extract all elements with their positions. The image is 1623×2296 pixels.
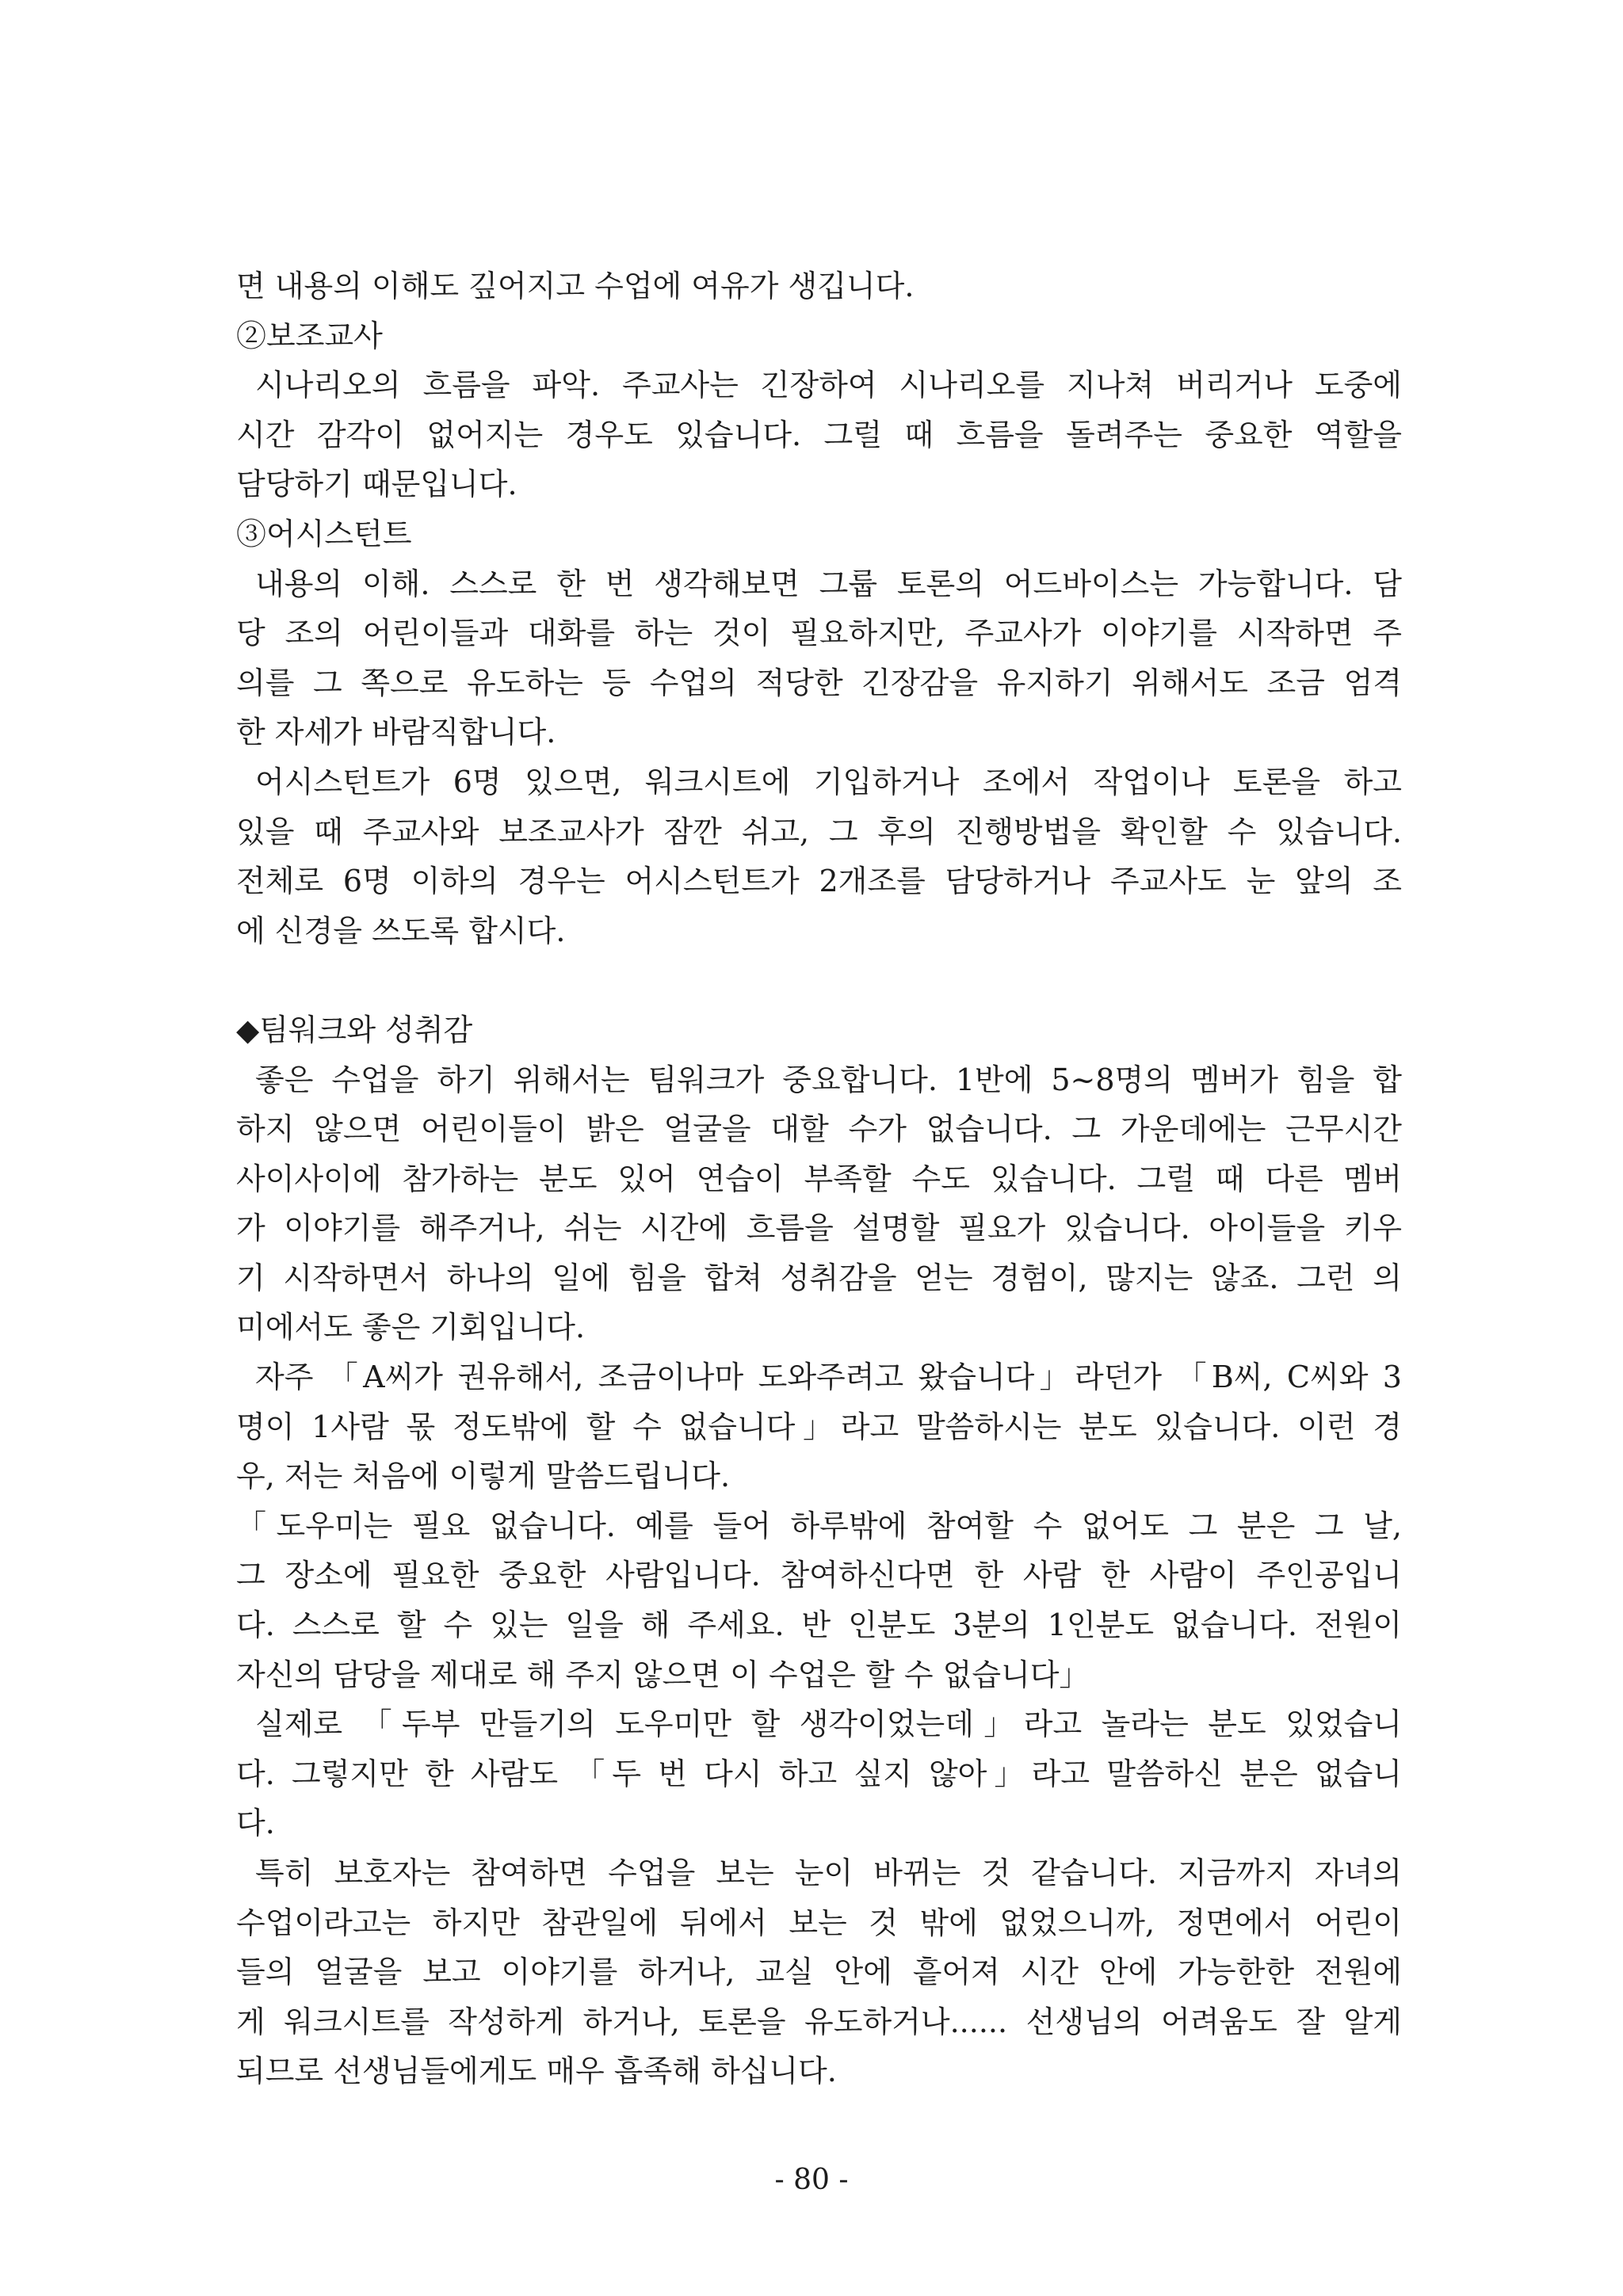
paragraph (236, 1055, 1402, 1353)
body-text-line: 에 신경을 쓰도록 합시다. (236, 913, 566, 948)
body-text-line: 내용의 이해. 스스로 한 번 생각해보면 그룹 토론의 어드바이스는 가능합니다. 담 (255, 566, 1402, 601)
paragraph (236, 1848, 1402, 2096)
body-text-line: 다. 스스로 할 수 있는 일을 해 주세요. 반 인분도 3분의 1인분도 없습니다. 전원이 (236, 1608, 1402, 1643)
paragraph (236, 261, 1402, 311)
body-text (236, 261, 1402, 2096)
body-text-line: 어시스턴트가 6명 있으면, 워크시트에 기입하거나 조에서 작업이나 토론을 하고 (255, 764, 1402, 799)
paragraph (236, 360, 1402, 509)
body-text-line: 수업이라고는 하지만 참관일에 뒤에서 보는 것 밖에 없었으니까, 정면에서 어린이 (236, 1905, 1402, 1940)
body-text-line: 되므로 선생님들에게도 매우 흡족해 하십니다. (236, 2054, 837, 2089)
paragraph (236, 757, 1402, 955)
quote-paragraph (236, 1501, 1402, 1699)
blank-line (236, 955, 1402, 1005)
body-text-line: 사이사이에 참가하는 분도 있어 연습이 부족할 수도 있습니다. 그럴 때 다른 멤버 (236, 1161, 1402, 1196)
body-text-line: 전체로 6명 이하의 경우는 어시스턴트가 2개조를 담당하거나 주교사도 눈 앞의 조 (236, 864, 1402, 899)
body-text-line: 가 이야기를 해주거나, 쉬는 시간에 흐름을 설명할 필요가 있습니다. 아이들을 키우 (236, 1211, 1402, 1246)
paragraph (236, 559, 1402, 757)
body-text-line: 기 시작하면서 하나의 일에 힘을 합쳐 성취감을 얻는 경험이, 많지는 않죠. 그런 의 (236, 1260, 1402, 1295)
body-text-line: 그 장소에 필요한 중요한 사람입니다. 참여하신다면 한 사람 한 사람이 주인공입니 (236, 1558, 1402, 1593)
body-text-line: 좋은 수업을 하기 위해서는 팀워크가 중요합니다. 1반에 5~8명의 멤버가 힘을 합 (255, 1062, 1402, 1097)
body-text-line: 다. 그렇지만 한 사람도 「두 번 다시 하고 싶지 않아」라고 말씀하신 분은 없습니 (236, 1756, 1402, 1791)
body-text-line: 「도우미는 필요 없습니다. 예를 들어 하루밖에 참여할 수 없어도 그 분은 그 날, (236, 1508, 1402, 1543)
page-number: - 80 - (774, 2164, 849, 2196)
body-text-line: 자신의 담당을 제대로 해 주지 않으면 이 수업은 할 수 없습니다」 (236, 1657, 1090, 1692)
body-text-line: 자주 「A씨가 권유해서, 조금이나마 도와주려고 왔습니다」라던가 「B씨, C씨와 3 (255, 1360, 1402, 1395)
body-text-line: 시간 감각이 없어지는 경우도 있습니다. 그럴 때 흐름을 돌려주는 중요한 역할을 (236, 417, 1402, 452)
body-text-line: 시나리오의 흐름을 파악. 주교사는 긴장하여 시나리오를 지나쳐 버리거나 도중에 (255, 368, 1402, 403)
body-text-line: 우, 저는 처음에 이렇게 말씀드립니다. (236, 1459, 731, 1494)
body-text-line: 다. (236, 1806, 275, 1841)
body-text-line: 미에서도 좋은 기회입니다. (236, 1310, 586, 1345)
body-text-line: 있을 때 주교사와 보조교사가 잠깐 쉬고, 그 후의 진행방법을 확인할 수 있습니다. (236, 814, 1403, 849)
section-heading-teamwork: ◆팀워크와 성취감 (236, 1012, 473, 1047)
paragraph (236, 1352, 1402, 1501)
body-text-line: 하지 않으면 어린이들이 밝은 얼굴을 대할 수가 없습니다. 그 가운데에는 근무시간 (236, 1112, 1402, 1147)
body-text-line: 게 워크시트를 작성하게 하거나, 토론을 유도하거나...... 선생님의 어려움도 잘 알게 (236, 2004, 1402, 2039)
body-text-line: 실제로 「두부 만들기의 도우미만 할 생각이었는데」라고 놀라는 분도 있었습니 (255, 1707, 1402, 1742)
section-heading-sub-teacher: ②보조교사 (236, 318, 383, 353)
body-text-line: 명이 1사람 몫 정도밖에 할 수 없습니다」라고 말씀하시는 분도 있습니다. 이런 경 (236, 1409, 1402, 1444)
body-text-line: 들의 얼굴을 보고 이야기를 하거나, 교실 안에 흩어져 시간 안에 가능한한 전원에 (236, 1955, 1402, 1990)
body-text-line: 면 내용의 이해도 깊어지고 수업에 여유가 생깁니다. (236, 269, 915, 303)
section-heading-assistant: ③어시스턴트 (236, 516, 412, 551)
paragraph (236, 1699, 1402, 1848)
body-text-line: 특히 보호자는 참여하면 수업을 보는 눈이 바뀌는 것 같습니다. 지금까지 자녀의 (255, 1855, 1402, 1890)
body-text-line: 한 자세가 바람직합니다. (236, 715, 556, 750)
body-text-line: 담당하기 때문입니다. (236, 467, 517, 502)
body-text-line: 당 조의 어린이들과 대화를 하는 것이 필요하지만, 주교사가 이야기를 시작하면 주 (236, 616, 1402, 651)
body-text-line: 의를 그 쪽으로 유도하는 등 수업의 적당한 긴장감을 유지하기 위해서도 조금 엄격 (236, 665, 1402, 700)
